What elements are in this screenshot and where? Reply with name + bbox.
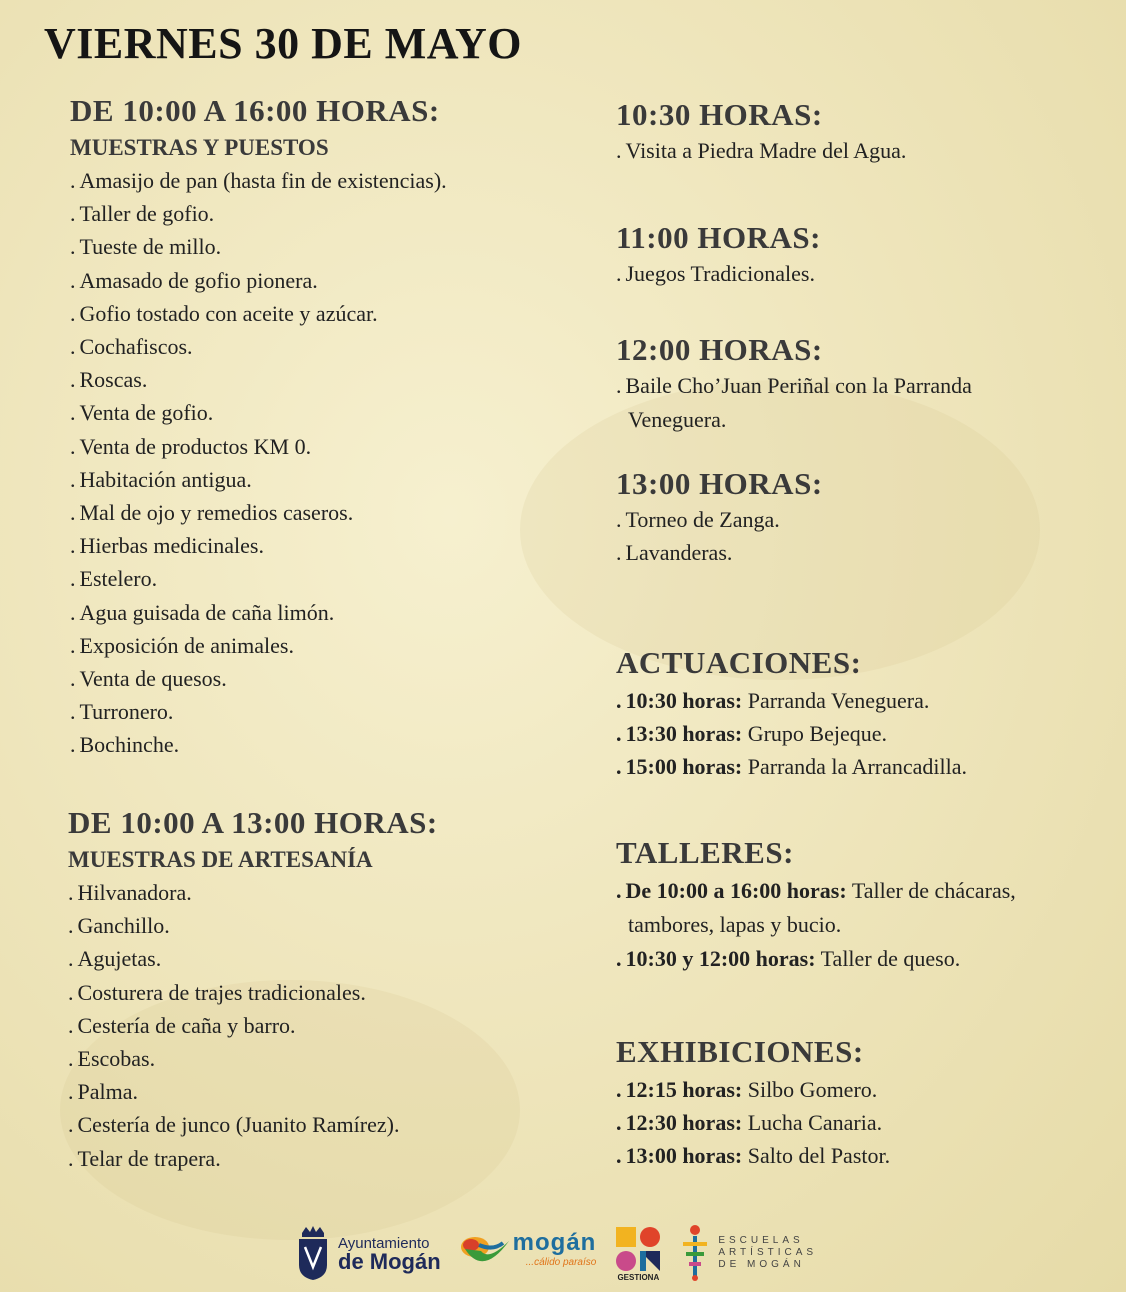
bullet-dot: . xyxy=(70,466,76,492)
bullet-dot: . xyxy=(616,138,622,163)
item-text: Amasado de gofio pionera. xyxy=(79,267,318,293)
bullet-dot: . xyxy=(70,533,76,559)
item-text: Agujetas. xyxy=(77,946,162,972)
bullet-dot: . xyxy=(616,946,622,971)
list-item xyxy=(68,1009,588,1042)
list-item xyxy=(70,629,590,662)
list-item xyxy=(70,297,590,330)
item-list xyxy=(68,876,588,1175)
bullet-dot: . xyxy=(70,201,76,227)
item-text: Cestería de junco (Juanito Ramírez). xyxy=(77,1112,400,1138)
item-text: Hilvanadora. xyxy=(77,880,192,905)
section-header: DE 10:00 A 13:00 HORAS: xyxy=(68,805,438,840)
bullet-dot: . xyxy=(70,500,76,526)
list-item xyxy=(68,942,588,975)
item-text: Parranda la Arrancadilla. xyxy=(747,754,967,780)
list-item xyxy=(68,876,588,909)
list-item xyxy=(70,695,590,728)
item-time: De 10:00 a 16:00 horas: xyxy=(625,878,847,903)
item-text: Torneo de Zanga. xyxy=(625,507,780,532)
list-item xyxy=(68,976,588,1009)
item-list xyxy=(616,369,1036,437)
list-item xyxy=(70,463,590,496)
list-item xyxy=(70,496,590,529)
gestiona-mark-icon xyxy=(614,1225,662,1273)
item-text: Baile Cho’Juan Periñal con la Parranda Veneguera. xyxy=(625,373,972,432)
item-time: 13:00 horas: xyxy=(625,1143,743,1169)
item-list xyxy=(616,257,1096,290)
list-item xyxy=(70,363,590,396)
list-item xyxy=(68,1142,588,1175)
section-subheader: MUESTRAS DE ARTESANÍA xyxy=(68,847,373,872)
bullet-dot: . xyxy=(70,168,76,193)
item-text: Roscas. xyxy=(79,367,148,393)
item-text: Taller de gofio. xyxy=(79,201,215,227)
item-time: 15:00 horas: xyxy=(625,754,743,780)
list-item xyxy=(70,164,590,197)
list-item xyxy=(616,134,1096,167)
section-exhibiciones xyxy=(616,1033,1106,1173)
item-list xyxy=(70,164,590,762)
section-header: ACTUACIONES: xyxy=(616,645,862,680)
item-text: Cestería de caña y barro. xyxy=(77,1012,296,1038)
item-text: Telar de trapera. xyxy=(77,1145,221,1171)
mogan-wordmark: mogán xyxy=(512,1229,597,1256)
bullet-dot: . xyxy=(70,732,76,758)
bullet-dot: . xyxy=(616,1077,622,1102)
bullet-dot: . xyxy=(616,688,622,713)
section-header: 11:00 HORAS: xyxy=(616,220,821,255)
list-item xyxy=(70,197,590,230)
bullet-dot: . xyxy=(70,433,76,459)
item-text: Taller de queso. xyxy=(820,946,961,971)
list-item xyxy=(616,942,1086,976)
bullet-dot: . xyxy=(616,721,622,747)
bullet-dot: . xyxy=(70,666,76,692)
bullet-dot: . xyxy=(70,699,76,725)
section-muestras-puestos xyxy=(70,92,590,762)
bullet-dot: . xyxy=(616,540,622,566)
section-subheader: MUESTRAS Y PUESTOS xyxy=(70,135,329,160)
bullet-dot: . xyxy=(616,878,622,903)
list-item xyxy=(616,1106,1106,1139)
mogan-tagline: ...cálido paraíso xyxy=(525,1257,597,1268)
bullet-dot: . xyxy=(70,632,76,658)
item-text: Venta de quesos. xyxy=(79,666,227,692)
list-item xyxy=(70,430,590,463)
item-text: Tueste de millo. xyxy=(79,234,222,260)
item-list xyxy=(616,684,1106,784)
item-time: 13:30 horas: xyxy=(625,721,743,747)
page-title: VIERNES 30 DE MAYO xyxy=(44,19,523,68)
list-item xyxy=(616,503,1096,536)
list-item xyxy=(616,874,1086,942)
item-text: Silbo Gomero. xyxy=(747,1077,878,1102)
list-item xyxy=(616,1139,1106,1172)
item-text: Venta de productos KM 0. xyxy=(79,433,312,459)
list-item xyxy=(68,1075,588,1108)
bullet-dot: . xyxy=(68,1046,74,1072)
gestiona-label: GESTIONA xyxy=(617,1272,660,1282)
list-item xyxy=(616,1073,1106,1106)
item-text: Escobas. xyxy=(77,1046,156,1072)
item-text: Amasijo de pan (hasta fin de existencias). xyxy=(79,168,447,193)
ayuntamiento-logo xyxy=(296,1225,441,1281)
list-item xyxy=(70,529,590,562)
bullet-dot: . xyxy=(616,1110,622,1136)
item-list xyxy=(616,134,1096,167)
escuelas-figure-icon xyxy=(680,1224,710,1282)
bullet-dot: . xyxy=(70,334,76,360)
bullet-dot: . xyxy=(70,400,76,426)
bullet-dot: . xyxy=(616,373,622,398)
bullet-dot: . xyxy=(616,1143,622,1169)
item-text: Habitación antigua. xyxy=(79,466,252,492)
list-item xyxy=(70,230,590,263)
item-time: 10:30 y 12:00 horas: xyxy=(625,946,816,971)
list-item xyxy=(70,330,590,363)
list-item xyxy=(70,264,590,297)
section-muestras-artesania xyxy=(68,804,588,1175)
bullet-dot: . xyxy=(68,1079,74,1105)
escuelas-line1: ESCUELAS xyxy=(718,1235,804,1246)
list-item xyxy=(68,1108,588,1141)
item-list xyxy=(616,503,1096,569)
list-item xyxy=(616,257,1096,290)
section-1100 xyxy=(616,219,1096,290)
bullet-dot: . xyxy=(616,507,622,532)
item-text: Venta de gofio. xyxy=(79,400,214,426)
section-actuaciones xyxy=(616,644,1106,784)
list-item xyxy=(616,750,1106,783)
escuelas-line2: ARTÍSTICAS xyxy=(718,1247,818,1258)
item-text: Hierbas medicinales. xyxy=(79,533,264,559)
mogan-logo xyxy=(459,1231,597,1275)
bullet-dot: . xyxy=(70,300,76,326)
ayuntamiento-line2: de Mogán xyxy=(338,1249,441,1274)
bullet-dot: . xyxy=(68,880,74,905)
bullet-dot: . xyxy=(68,1012,74,1038)
item-time: 12:15 horas: xyxy=(625,1077,743,1102)
item-text: Lavanderas. xyxy=(625,540,733,566)
item-text: Estelero. xyxy=(79,566,158,592)
section-header: DE 10:00 A 16:00 HORAS: xyxy=(70,93,440,128)
bullet-dot: . xyxy=(70,367,76,393)
list-item xyxy=(616,369,1036,437)
item-text: Bochinche. xyxy=(79,732,180,758)
section-1030 xyxy=(616,96,1096,167)
bullet-dot: . xyxy=(68,979,74,1005)
item-text: Taller de chácaras, tambores, lapas y bucio. xyxy=(628,878,1016,937)
item-text: Turronero. xyxy=(79,699,174,725)
item-text: Lucha Canaria. xyxy=(747,1110,883,1136)
bullet-dot: . xyxy=(68,946,74,972)
section-header: 10:30 HORAS: xyxy=(616,97,823,132)
list-item xyxy=(70,562,590,595)
section-1200 xyxy=(616,331,1086,437)
bullet-dot: . xyxy=(616,754,622,780)
list-item xyxy=(616,717,1106,750)
escuelas-line3: DE MOGÁN xyxy=(718,1259,805,1270)
item-text: Gofio tostado con aceite y azúcar. xyxy=(79,300,378,326)
bullet-dot: . xyxy=(70,267,76,293)
list-item xyxy=(616,536,1096,569)
item-text: Exposición de animales. xyxy=(79,632,294,658)
bullet-dot: . xyxy=(70,234,76,260)
mogan-swoosh-icon xyxy=(459,1231,511,1275)
list-item xyxy=(70,396,590,429)
bullet-dot: . xyxy=(70,599,76,625)
item-text: Salto del Pastor. xyxy=(747,1143,891,1169)
item-text: Parranda Veneguera. xyxy=(747,688,930,713)
bullet-dot: . xyxy=(68,1145,74,1171)
list-item xyxy=(70,728,590,761)
item-text: Agua guisada de caña limón. xyxy=(79,599,335,625)
list-item xyxy=(68,1042,588,1075)
item-text: Grupo Bejeque. xyxy=(747,721,888,747)
section-header: TALLERES: xyxy=(616,835,794,870)
ayuntamiento-line1: Ayuntamiento xyxy=(338,1235,430,1252)
section-header: 12:00 HORAS: xyxy=(616,332,823,367)
section-header: 13:00 HORAS: xyxy=(616,466,823,501)
bullet-dot: . xyxy=(70,566,76,592)
item-time: 12:30 horas: xyxy=(625,1110,743,1136)
item-text: Juegos Tradicionales. xyxy=(625,261,815,286)
item-list xyxy=(616,1073,1106,1173)
gestiona-logo xyxy=(614,1225,662,1282)
item-text: Palma. xyxy=(77,1079,138,1105)
section-1300 xyxy=(616,465,1096,569)
sponsor-logos xyxy=(296,1220,817,1286)
list-item xyxy=(70,662,590,695)
item-time: 10:30 horas: xyxy=(625,688,743,713)
bullet-dot: . xyxy=(68,1112,74,1138)
list-item xyxy=(68,909,588,942)
crest-icon xyxy=(296,1225,330,1281)
item-text: Visita a Piedra Madre del Agua. xyxy=(625,138,907,163)
item-text: Costurera de trajes tradicionales. xyxy=(77,979,366,1005)
item-text: Cochafiscos. xyxy=(79,334,193,360)
list-item xyxy=(616,684,1106,717)
item-text: Ganchillo. xyxy=(77,913,170,939)
bullet-dot: . xyxy=(616,261,622,286)
list-item xyxy=(70,596,590,629)
bullet-dot: . xyxy=(68,913,74,939)
item-text: Mal de ojo y remedios caseros. xyxy=(79,500,354,526)
section-talleres xyxy=(616,834,1106,976)
item-list xyxy=(616,874,1086,976)
escuelas-logo xyxy=(680,1224,817,1282)
section-header: EXHIBICIONES: xyxy=(616,1034,864,1069)
